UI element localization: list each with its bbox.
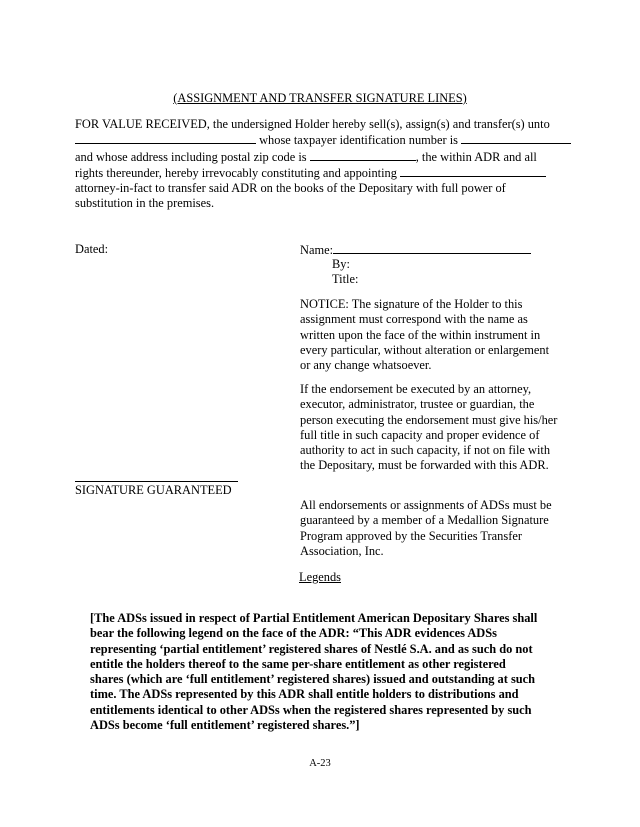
notice-line: or any change whatsoever. xyxy=(300,358,432,373)
legends-heading: Legends xyxy=(299,570,341,584)
notice-line: written upon the face of the within instrument in xyxy=(300,327,541,342)
notice-line: Association, Inc. xyxy=(300,543,384,558)
notice-line: assignment must correspond with the name as xyxy=(300,312,528,327)
notice-line: NOTICE: The signature of the Holder to this xyxy=(300,297,523,311)
legend-line: bear the following legend on the face of the ADR: “This ADR evidences ADSs xyxy=(90,626,497,641)
assignment-line-6: substitution in the premises. xyxy=(75,196,215,211)
notice-line: every particular, without alteration or enlargement xyxy=(300,342,550,357)
legend-line: [The ADSs issued in respect of Partial Entitlement American Depositary Shares shall xyxy=(90,611,538,625)
name-label: Name: xyxy=(300,243,334,257)
notice-line: the Depositary, must be forwarded with this ADR. xyxy=(300,458,549,473)
notice-attorney-endorsement xyxy=(300,382,568,474)
name-blank[interactable] xyxy=(333,242,531,254)
assignment-line-3 xyxy=(75,149,567,165)
assignment-line-2 xyxy=(75,132,567,148)
notice-line: If the endorsement be executed by an attorney, xyxy=(300,382,532,396)
legend-line: entitlements identical to other ADSs when the registered shares represented by such xyxy=(90,702,532,717)
legend-paragraph xyxy=(90,611,560,733)
legend-line: ADSs become ‘full entitlement’ registered shares.”] xyxy=(90,718,360,733)
legend-line: shares (which are ‘full entitlement’ registered shares) issued and outstanding at such xyxy=(90,672,536,687)
legend-line: entitle the holders thereof to the same per-share entitlement as other registered xyxy=(90,656,506,671)
taxpayer-id-blank[interactable] xyxy=(461,132,571,144)
notice-signature-match xyxy=(300,297,568,373)
appointing-label: rights thereunder, hereby irrevocably constituting and appointing xyxy=(75,165,397,180)
title-label: Title: xyxy=(332,272,359,286)
assignee-blank[interactable] xyxy=(75,132,256,144)
notice-line: guaranteed by a member of a Medallion Signature xyxy=(300,513,549,528)
notice-line: executor, administrator, trustee or guardian, the xyxy=(300,397,535,412)
dated-label: Dated: xyxy=(75,242,109,256)
attorney-blank[interactable] xyxy=(400,165,546,177)
notice-line: full title in such capacity and proper evidence of xyxy=(300,427,540,442)
taxpayer-label: whose taxpayer identification number is xyxy=(259,133,458,148)
signature-guaranteed-label: SIGNATURE GUARANTEED xyxy=(75,483,232,497)
assignment-line-5: attorney-in-fact to transfer said ADR on the books of the Depositary with full power of xyxy=(75,181,506,196)
notice-line: All endorsements or assignments of ADSs must be xyxy=(300,498,552,512)
section-heading: (ASSIGNMENT AND TRANSFER SIGNATURE LINES) xyxy=(173,91,467,105)
notice-line: authority to act in such capacity, if not on file with xyxy=(300,443,551,458)
notice-line: Program approved by the Securities Transfer xyxy=(300,528,522,543)
assignment-paragraph xyxy=(75,117,567,212)
address-label: and whose address including postal zip code is xyxy=(75,149,307,164)
name-field xyxy=(300,242,531,258)
legend-line: representing ‘partial entitlement’ registered shares of Nestlé S.A. and as such do not xyxy=(90,641,533,656)
address-blank[interactable] xyxy=(310,149,416,161)
by-label: By: xyxy=(332,257,350,271)
assignment-line-4 xyxy=(75,165,567,181)
page-number: A-23 xyxy=(309,758,331,769)
assignment-line-1: FOR VALUE RECEIVED, the undersigned Holder hereby sell(s), assign(s) and transfer(s) unto xyxy=(75,117,550,131)
notice-line: person executing the endorsement must give his/her xyxy=(300,412,558,427)
notice-medallion xyxy=(300,498,568,559)
signature-guarantee-line[interactable] xyxy=(75,481,238,482)
legend-line: time. The ADSs represented by this ADR shall entitle holders to distributions and xyxy=(90,687,519,702)
within-adr-text: , the within ADR and all xyxy=(415,149,537,164)
